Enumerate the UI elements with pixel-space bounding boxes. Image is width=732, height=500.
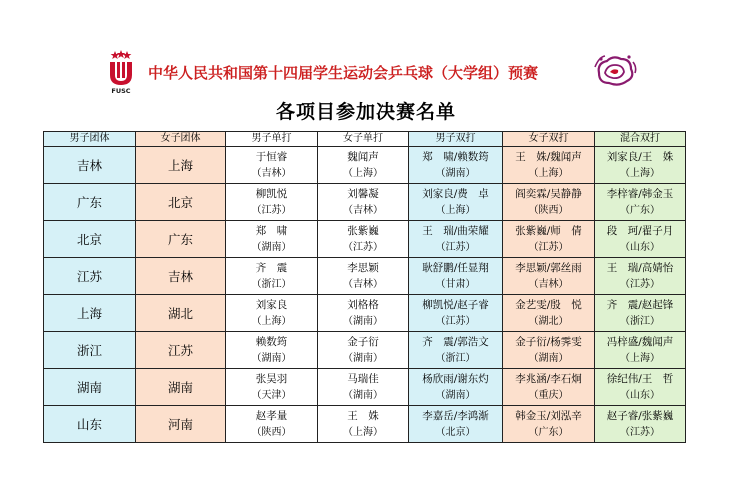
player-province: （湖南） xyxy=(251,353,292,364)
player-province: （吉林） xyxy=(343,279,383,290)
table-row xyxy=(44,221,686,258)
player-name: 徐纪伟/王 哲 xyxy=(606,373,674,385)
header-women-single: 女子单打 xyxy=(318,132,409,147)
men-team-cell: 上海 xyxy=(44,295,136,332)
player-province: （吉林） xyxy=(343,205,383,216)
men-single-cell xyxy=(226,369,318,406)
player-name: 赵子睿/张紫巍 xyxy=(606,410,674,422)
player-province: （吉林） xyxy=(251,168,292,179)
women-double-cell xyxy=(503,295,595,332)
player-province: （山东） xyxy=(620,390,660,401)
event-header xyxy=(100,50,640,94)
women-double-cell xyxy=(503,258,595,295)
player-province: （陕西） xyxy=(528,205,569,216)
player-name: 金子衍/杨霁雯 xyxy=(515,336,582,348)
men-single-cell xyxy=(226,147,318,184)
header-men-team: 男子团体 xyxy=(44,132,136,147)
player-name: 柳凯悦 xyxy=(255,188,288,200)
player-name: 郑 啸 xyxy=(255,225,288,237)
games-emblem-icon xyxy=(591,53,639,89)
player-province: （上海） xyxy=(528,168,569,179)
men-single-cell xyxy=(226,258,318,295)
women-single-cell xyxy=(318,221,409,258)
player-name: 齐 震 xyxy=(255,262,288,274)
player-name: 赖数筠 xyxy=(255,336,288,348)
women-single-cell xyxy=(318,258,409,295)
fusc-logo-icon xyxy=(103,50,139,94)
men-double-cell xyxy=(409,221,503,258)
women-team-cell: 上海 xyxy=(136,147,226,184)
player-province: （湖南） xyxy=(343,316,383,327)
men-single-cell xyxy=(226,184,318,221)
men-team-cell: 浙江 xyxy=(44,332,136,369)
player-name: 李嘉岳/李鸿渐 xyxy=(422,410,489,422)
player-province: （湖北） xyxy=(528,316,569,327)
men-single-cell xyxy=(226,406,318,443)
player-name: 段 珂/翟子月 xyxy=(606,225,674,237)
men-double-cell xyxy=(409,295,503,332)
player-province: （天津） xyxy=(251,390,292,401)
player-name: 王 姝/魏闻声 xyxy=(515,151,582,163)
player-name: 张昊羽 xyxy=(255,373,288,385)
women-team-cell: 吉林 xyxy=(136,258,226,295)
player-name: 金艺雯/殷 悦 xyxy=(515,299,582,311)
player-name: 李兆涵/李石炯 xyxy=(515,373,582,385)
player-name: 齐 震/郭浩文 xyxy=(422,336,489,348)
player-province: （湖南） xyxy=(528,353,569,364)
player-province: （湖南） xyxy=(435,390,476,401)
player-province: （甘肃） xyxy=(435,279,476,290)
fusc-logo-text: FUSC xyxy=(111,87,131,94)
player-province: （山东） xyxy=(620,242,660,253)
men-single-cell xyxy=(226,221,318,258)
women-double-cell xyxy=(503,147,595,184)
document-title: 各项目参加决赛名单 xyxy=(275,101,456,123)
player-province: （北京） xyxy=(435,427,476,438)
player-name: 赵孝量 xyxy=(255,410,288,422)
table-row xyxy=(44,369,686,406)
women-single-cell xyxy=(318,295,409,332)
player-province: （湖南） xyxy=(343,390,383,401)
women-team-cell: 湖北 xyxy=(136,295,226,332)
women-double-cell xyxy=(503,184,595,221)
header-men-double: 男子双打 xyxy=(409,132,503,147)
player-name: 王 瑞/曲荣耀 xyxy=(422,225,489,237)
player-name: 李梓睿/韩金玉 xyxy=(606,188,674,200)
women-single-cell xyxy=(318,184,409,221)
finalists-table xyxy=(43,131,686,443)
player-name: 刘家良/费 卓 xyxy=(422,188,489,200)
table-row xyxy=(44,406,686,443)
mixed-double-cell xyxy=(595,406,686,443)
player-province: （吉林） xyxy=(528,279,569,290)
men-double-cell xyxy=(409,369,503,406)
player-province: （江苏） xyxy=(251,205,292,216)
men-team-cell: 广东 xyxy=(44,184,136,221)
women-team-cell: 湖南 xyxy=(136,369,226,406)
player-province: （上海） xyxy=(435,205,476,216)
women-double-cell xyxy=(503,406,595,443)
women-single-cell xyxy=(318,147,409,184)
player-name: 于恒睿 xyxy=(255,151,288,163)
player-name: 李思颖/郭丝雨 xyxy=(515,262,582,274)
player-province: （江苏） xyxy=(343,242,383,253)
men-team-cell: 湖南 xyxy=(44,369,136,406)
mixed-double-cell xyxy=(595,295,686,332)
player-name: 冯梓盛/魏闻声 xyxy=(606,336,674,348)
player-province: （浙江） xyxy=(620,316,660,327)
women-team-cell: 江苏 xyxy=(136,332,226,369)
player-name: 马瑞佳 xyxy=(347,373,379,385)
player-name: 刘家良 xyxy=(255,299,288,311)
player-province: （湖南） xyxy=(343,353,383,364)
mixed-double-cell xyxy=(595,221,686,258)
women-single-cell xyxy=(318,369,409,406)
header-mixed-double: 混合双打 xyxy=(595,132,686,147)
player-province: （上海） xyxy=(343,427,383,438)
player-province: （广东） xyxy=(528,427,569,438)
player-name: 张紫巍/师 倩 xyxy=(515,225,582,237)
player-province: （上海） xyxy=(343,168,383,179)
player-province: （上海） xyxy=(620,353,660,364)
player-name: 齐 震/赵起锋 xyxy=(606,299,674,311)
player-province: （江苏） xyxy=(620,279,660,290)
player-province: （重庆） xyxy=(528,390,569,401)
player-name: 刘馨凝 xyxy=(347,188,379,200)
player-province: （上海） xyxy=(251,316,292,327)
player-name: 王 瑞/高婧怡 xyxy=(606,262,674,274)
men-team-cell: 江苏 xyxy=(44,258,136,295)
mixed-double-cell xyxy=(595,147,686,184)
player-province: （广东） xyxy=(620,205,660,216)
table-row xyxy=(44,147,686,184)
men-double-cell xyxy=(409,258,503,295)
men-double-cell xyxy=(409,332,503,369)
women-single-cell xyxy=(318,332,409,369)
player-province: （湖南） xyxy=(435,168,476,179)
women-double-cell xyxy=(503,332,595,369)
header-women-double: 女子双打 xyxy=(503,132,595,147)
table-header-row xyxy=(44,132,686,147)
men-team-cell: 吉林 xyxy=(44,147,136,184)
men-single-cell xyxy=(226,332,318,369)
player-province: （江苏） xyxy=(528,242,569,253)
men-double-cell xyxy=(409,184,503,221)
player-name: 杨欣雨/谢东灼 xyxy=(422,373,489,385)
women-double-cell xyxy=(503,221,595,258)
player-name: 金子衍 xyxy=(347,336,379,348)
event-title: 中华人民共和国第十四届学生运动会乒乓球（大学组）预赛 xyxy=(148,64,539,82)
player-name: 韩金玉/刘泓辛 xyxy=(515,410,582,422)
women-team-cell: 河南 xyxy=(136,406,226,443)
men-single-cell xyxy=(226,295,318,332)
player-province: （江苏） xyxy=(620,427,660,438)
mixed-double-cell xyxy=(595,369,686,406)
player-province: （湖南） xyxy=(251,242,292,253)
player-name: 柳凯悦/赵子睿 xyxy=(422,299,489,311)
player-name: 魏闻声 xyxy=(347,151,379,163)
player-name: 刘家良/王 姝 xyxy=(606,151,674,163)
women-team-cell: 北京 xyxy=(136,184,226,221)
player-province: （浙江） xyxy=(435,353,476,364)
women-team-cell: 广东 xyxy=(136,221,226,258)
table-row xyxy=(44,295,686,332)
player-province: （浙江） xyxy=(251,279,292,290)
header-men-single: 男子单打 xyxy=(226,132,318,147)
table-row xyxy=(44,184,686,221)
player-province: （江苏） xyxy=(435,316,476,327)
player-name: 王 姝 xyxy=(347,410,379,422)
men-team-cell: 山东 xyxy=(44,406,136,443)
player-name: 阎奕霖/吴静静 xyxy=(515,188,582,200)
player-name: 张紫巍 xyxy=(347,225,379,237)
women-single-cell xyxy=(318,406,409,443)
women-double-cell xyxy=(503,369,595,406)
player-name: 郑 啸/赖数筠 xyxy=(422,151,489,163)
player-province: （江苏） xyxy=(435,242,476,253)
men-double-cell xyxy=(409,406,503,443)
men-team-cell: 北京 xyxy=(44,221,136,258)
header-women-team: 女子团体 xyxy=(136,132,226,147)
men-double-cell xyxy=(409,147,503,184)
player-province: （上海） xyxy=(620,168,660,179)
table-row xyxy=(44,332,686,369)
player-name: 李思颖 xyxy=(347,262,379,274)
mixed-double-cell xyxy=(595,258,686,295)
player-name: 耿舒鹏/任显翔 xyxy=(422,262,489,274)
table-row xyxy=(44,258,686,295)
mixed-double-cell xyxy=(595,184,686,221)
player-name: 刘格格 xyxy=(347,299,379,311)
player-province: （陕西） xyxy=(251,427,292,438)
mixed-double-cell xyxy=(595,332,686,369)
